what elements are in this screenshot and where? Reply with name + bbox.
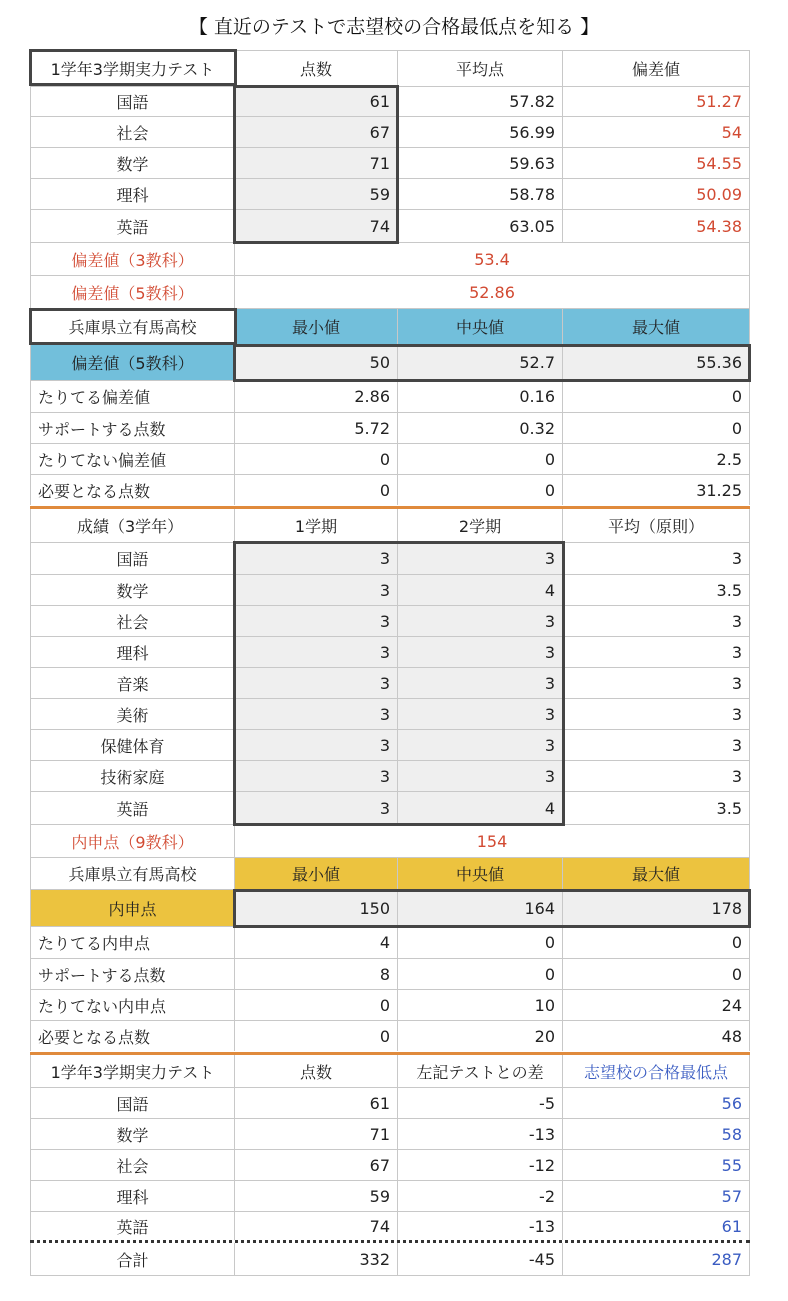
min-value: 0 [235,990,398,1020]
grade-row [30,606,750,637]
subject-label: 理科 [30,637,235,667]
grades-header-row [30,509,750,543]
term1-input[interactable]: 3 [235,543,398,574]
term1-input[interactable]: 3 [235,668,398,698]
deviation-value: 54.38 [563,210,750,242]
average-value: 3 [563,637,750,667]
target-row [30,1212,750,1240]
term2-input[interactable]: 3 [398,699,563,729]
average-value: 3.5 [563,792,750,824]
term2-header: 2学期 [398,509,563,542]
total-min-pass: 287 [563,1243,750,1275]
term2-input[interactable]: 3 [398,668,563,698]
median-value: 0 [398,927,563,958]
max-header: 最大値 [563,309,750,344]
subject-label: 美術 [30,699,235,729]
subject-label: 理科 [30,179,235,209]
median-value: 0 [398,444,563,474]
school-naishin-min[interactable]: 150 [235,890,398,926]
deviation-value: 51.27 [563,86,750,116]
min-pass-value: 58 [563,1119,750,1149]
term2-input[interactable]: 4 [398,792,563,824]
test-row [30,148,750,179]
test-row [30,117,750,148]
min-header: 最小値 [235,309,398,344]
min-value: 0 [235,444,398,474]
average-value: 3 [563,730,750,760]
test-header-row [30,50,750,87]
min-value: 0 [235,475,398,505]
school-name: 兵庫県立有馬高校 [30,858,235,889]
min-header: 最小値 [235,858,398,889]
median-value: 0.16 [398,381,563,412]
school-dev-row [30,444,750,475]
deviation-value: 54 [563,117,750,147]
score-value: 59 [235,1181,398,1211]
subject-label: 国語 [30,1088,235,1118]
subject-label: 英語 [30,1212,235,1240]
difference-value: -12 [398,1150,563,1180]
score-input[interactable]: 71 [235,148,398,178]
term1-header: 1学期 [235,509,398,542]
grade-row [30,761,750,792]
total-score: 332 [235,1243,398,1275]
median-header: 中央値 [398,858,563,889]
row-label: たりてない内申点 [30,990,235,1020]
term2-input[interactable]: 3 [398,761,563,791]
total-label: 合計 [30,1243,235,1275]
grade-row [30,543,750,575]
naishin-total-row [30,825,750,858]
deviation-header: 偏差値 [563,51,750,86]
average-value: 59.63 [398,148,563,178]
subject-label: 英語 [30,792,235,824]
max-value: 0 [563,959,750,989]
school-dev-header-row [30,309,750,345]
term1-input[interactable]: 3 [235,699,398,729]
term2-input[interactable]: 3 [398,543,563,574]
school-dev-median[interactable]: 52.7 [398,345,563,380]
target-row [30,1088,750,1119]
deviation-3-value: 53.4 [235,243,750,275]
school-naishin-median[interactable]: 164 [398,890,563,926]
term2-input[interactable]: 3 [398,606,563,636]
subject-label: 社会 [30,1150,235,1180]
school-dev-row [30,413,750,444]
school-naishin-label: 内申点 [30,890,235,926]
max-header: 最大値 [563,858,750,889]
deviation-value: 50.09 [563,179,750,209]
school-naishin-row [30,1021,750,1051]
row-label: たりてない偏差値 [30,444,235,474]
school-dev-row [30,475,750,505]
score-value: 71 [235,1119,398,1149]
section-divider [30,1052,750,1055]
median-value: 0 [398,475,563,505]
subject-label: 保健体育 [30,730,235,760]
school-dev-min[interactable]: 50 [235,345,398,380]
row-label: 必要となる点数 [30,1021,235,1051]
naishin-label: 内申点（9教科） [30,825,235,857]
section-divider [30,506,750,509]
min-pass-value: 61 [563,1212,750,1240]
target-test-header: 1学年3学期実力テスト [30,1055,235,1087]
subject-label: 英語 [30,210,235,242]
average-value: 3.5 [563,575,750,605]
term1-input[interactable]: 3 [235,761,398,791]
average-value: 3 [563,606,750,636]
target-score-header: 点数 [235,1055,398,1087]
target-row [30,1119,750,1150]
school-naishin-header-row [30,858,750,890]
target-row [30,1181,750,1212]
grade-row [30,637,750,668]
median-value: 10 [398,990,563,1020]
test-row [30,210,750,243]
median-header: 中央値 [398,309,563,344]
subject-label: 社会 [30,117,235,147]
min-pass-value: 55 [563,1150,750,1180]
average-value: 57.82 [398,86,563,116]
difference-value: -2 [398,1181,563,1211]
deviation-5-label: 偏差値（5教科） [30,276,235,308]
term1-input[interactable]: 3 [235,792,398,824]
score-header: 点数 [235,51,398,86]
row-label: たりてる偏差値 [30,381,235,412]
grade-row [30,575,750,606]
term1-input[interactable]: 3 [235,637,398,667]
page-title: 【 直近のテストで志望校の合格最低点を知る 】 [188,16,600,38]
subject-label: 国語 [30,543,235,574]
grades-header-label: 成績（3学年） [30,509,235,542]
min-pass-value: 56 [563,1088,750,1118]
difference-header: 左記テストとの差 [398,1055,563,1087]
difference-value: -5 [398,1088,563,1118]
score-value: 67 [235,1150,398,1180]
row-label: たりてる内申点 [30,927,235,958]
school-dev-row [30,381,750,413]
median-value: 0.32 [398,413,563,443]
min-value: 5.72 [235,413,398,443]
max-value: 2.5 [563,444,750,474]
min-value: 2.86 [235,381,398,412]
test-name-header: 1学年3学期実力テスト [30,51,235,86]
deviation-value: 54.55 [563,148,750,178]
deviation-3-label: 偏差値（3教科） [30,243,235,275]
school-naishin-row [30,990,750,1021]
score-input[interactable]: 61 [235,86,398,116]
naishin-value: 154 [235,825,750,857]
term2-input[interactable]: 4 [398,575,563,605]
school-dev-main-row [30,345,750,381]
subject-label: 技術家庭 [30,761,235,791]
max-value: 0 [563,413,750,443]
grade-row [30,699,750,730]
term1-input[interactable]: 3 [235,730,398,760]
subject-label: 音楽 [30,668,235,698]
grade-row [30,668,750,699]
min-value: 0 [235,1021,398,1051]
subject-label: 数学 [30,148,235,178]
median-value: 0 [398,959,563,989]
school-dev-max[interactable]: 55.36 [563,345,750,380]
average-header: 平均点 [398,51,563,86]
grade-row [30,792,750,825]
grade-row [30,730,750,761]
row-label: サポートする点数 [30,959,235,989]
target-total-row [30,1243,750,1276]
row-label: 必要となる点数 [30,475,235,505]
score-value: 61 [235,1088,398,1118]
total-separator [30,1240,750,1243]
subject-label: 国語 [30,86,235,116]
term1-input[interactable]: 3 [235,606,398,636]
school-naishin-main-row [30,890,750,927]
average-value: 3 [563,699,750,729]
subject-label: 社会 [30,606,235,636]
average-value: 58.78 [398,179,563,209]
test-row [30,86,750,117]
term2-input[interactable]: 3 [398,637,563,667]
max-value: 48 [563,1021,750,1051]
subject-label: 数学 [30,1119,235,1149]
deviation-5-value: 52.86 [235,276,750,308]
average-value: 3 [563,761,750,791]
term2-input[interactable]: 3 [398,730,563,760]
average-header: 平均（原則） [563,509,750,542]
max-value: 0 [563,927,750,958]
median-value: 20 [398,1021,563,1051]
average-value: 3 [563,543,750,574]
school-naishin-max[interactable]: 178 [563,890,750,926]
subject-label: 数学 [30,575,235,605]
total-difference: -45 [398,1243,563,1275]
school-naishin-row [30,959,750,990]
max-value: 31.25 [563,475,750,505]
term1-input[interactable]: 3 [235,575,398,605]
deviation-3-row [30,243,750,276]
average-value: 63.05 [398,210,563,242]
target-header-row [30,1055,750,1088]
school-dev-label: 偏差値（5教科） [30,345,235,380]
min-pass-header: 志望校の合格最低点 [563,1055,750,1087]
target-row [30,1150,750,1181]
score-input[interactable]: 67 [235,117,398,147]
difference-value: -13 [398,1119,563,1149]
row-label: サポートする点数 [30,413,235,443]
test-row [30,179,750,210]
min-value: 8 [235,959,398,989]
min-pass-value: 57 [563,1181,750,1211]
subject-label: 理科 [30,1181,235,1211]
school-naishin-row [30,927,750,959]
score-value: 74 [235,1212,398,1240]
max-value: 24 [563,990,750,1020]
max-value: 0 [563,381,750,412]
deviation-5-row [30,276,750,309]
min-value: 4 [235,927,398,958]
difference-value: -13 [398,1212,563,1240]
score-input[interactable]: 59 [235,179,398,209]
average-value: 56.99 [398,117,563,147]
average-value: 3 [563,668,750,698]
school-name: 兵庫県立有馬高校 [30,309,235,344]
score-input[interactable]: 74 [235,210,398,242]
